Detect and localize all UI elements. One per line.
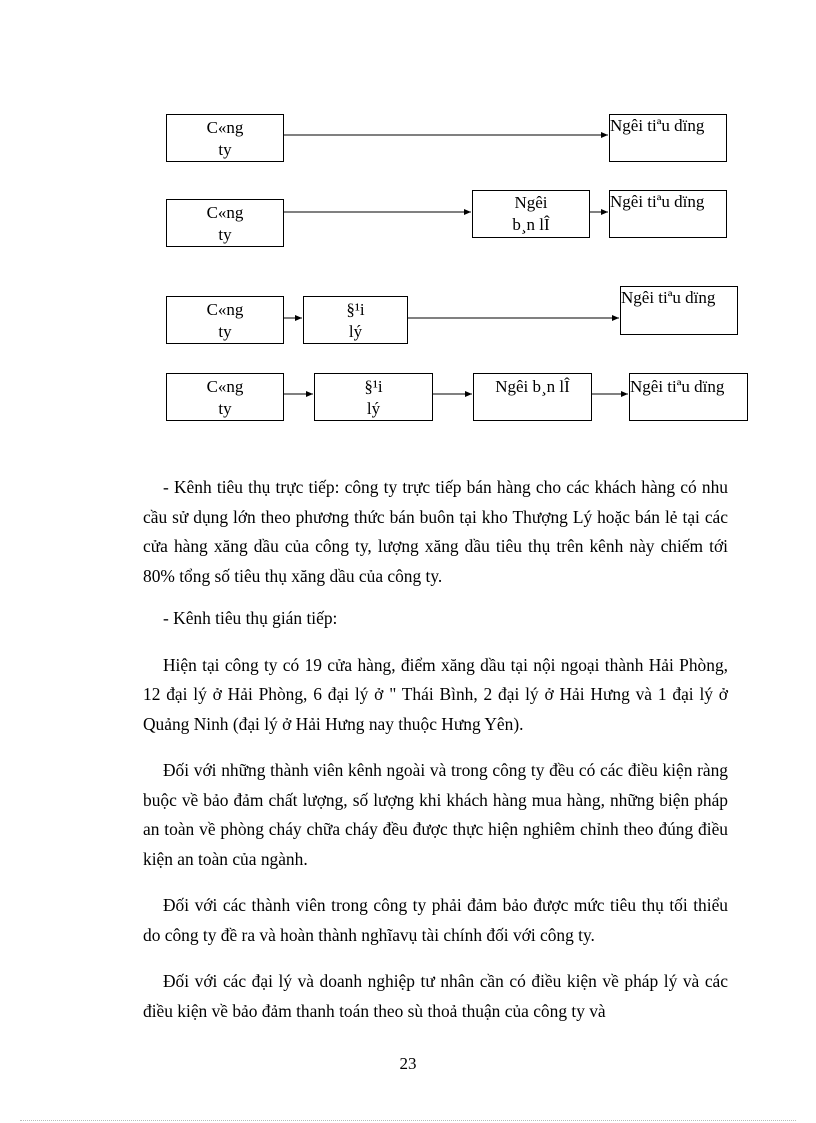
paragraph-internal-members: Đối với các thành viên trong công ty phải đảm bảo được mức tiêu thụ tối thiểu do công ty đề ra và hoàn thành nghĩavụ tài chính đối với công ty.: [143, 895, 728, 945]
body-text: [143, 473, 728, 1026]
row2-retailer-box: [472, 190, 590, 238]
row4-company-line2: ty: [218, 399, 232, 418]
row4-agent-box: [314, 373, 433, 421]
row3-agent-line2: lý: [348, 322, 363, 341]
page-number: 23: [399, 1054, 417, 1073]
row3-company-box: [166, 296, 284, 344]
row3-agent-box: [303, 296, 408, 344]
row2-company-line2: ty: [218, 225, 232, 244]
row4-retailer-box: [473, 373, 592, 421]
row2-company-line1: C«ng: [206, 203, 244, 222]
paragraph-indirect-channel-heading: - Kênh tiêu thụ gián tiếp:: [163, 608, 338, 628]
paragraph-direct-channel: - Kênh tiêu thụ trực tiếp: công ty trực tiếp bán hàng cho các khách hàng có nhu cầu sử dụng lớn theo phương thức bán buôn tại kho Thượng Lý hoặc bán lẻ tại các cửa hàng xăng dầu của công ty, lượng xăng dầu tiêu thụ trên kênh này chiếm tới 80% tổng số tiêu thụ xăng dầu của công ty.: [143, 477, 728, 586]
row3-consumer-label: Ngêi tiªu dïng: [621, 288, 716, 307]
row2-retailer-line2: b¸n lÎ: [512, 215, 550, 234]
row4-company-box: [166, 373, 284, 421]
row4-consumer-box: [629, 373, 748, 421]
row3-consumer-box: [620, 286, 738, 335]
row3-company-line1: C«ng: [206, 300, 244, 319]
row3-company-line2: ty: [218, 322, 232, 341]
paragraph-agents-private: Đối với các đại lý và doanh nghiệp tư nhân cần có điều kiện về pháp lý và các điều kiện về bảo đảm thanh toán theo sù thoả thuận của công ty và: [143, 971, 728, 1021]
paragraph-member-conditions: Đối với những thành viên kênh ngoài và trong công ty đều có các điều kiện ràng buộc về bảo đảm chất lượng, số lượng khi khách hàng mua hàng, những biện pháp an toàn về phòng cháy chữa cháy đều được thực hiện nghiêm chỉnh theo đúng điều kiện an toàn của ngành.: [143, 760, 728, 869]
row4-agent-line2: lý: [366, 399, 381, 418]
row2-retailer-line1: Ngêi: [514, 193, 548, 212]
row4-retailer-label: Ngêi b¸n lÎ: [495, 377, 570, 396]
row1-consumer-label: Ngêi tiªu dïng: [610, 116, 705, 135]
paragraph-store-count: Hiện tại công ty có 19 cửa hàng, điểm xăng dầu tại nội ngoại thành Hải Phòng, 12 đại lý ở Hải Phòng, 6 đại lý ở " Thái Bình, 2 đại lý ở Hải Hưng và 1 đại lý ở Quảng Ninh (đại lý ở Hải Hưng nay thuộc Hưng Yên).: [143, 654, 728, 734]
row1-company-line2: ty: [218, 140, 232, 159]
row2-company-box: [166, 199, 284, 247]
row2-consumer-label: Ngêi tiªu dïng: [610, 192, 705, 211]
row4-consumer-label: Ngêi tiªu dïng: [630, 377, 725, 396]
row1-company-line1: C«ng: [206, 118, 244, 137]
row2-consumer-box: [609, 190, 727, 238]
row4-agent-line1: §¹i: [364, 377, 383, 396]
row1-consumer-box: [609, 114, 727, 162]
row1-company-box: [166, 114, 284, 162]
footer-dotted-rule: [20, 1120, 796, 1121]
row4-company-line1: C«ng: [206, 377, 244, 396]
row3-agent-line1: §¹i: [346, 300, 365, 319]
